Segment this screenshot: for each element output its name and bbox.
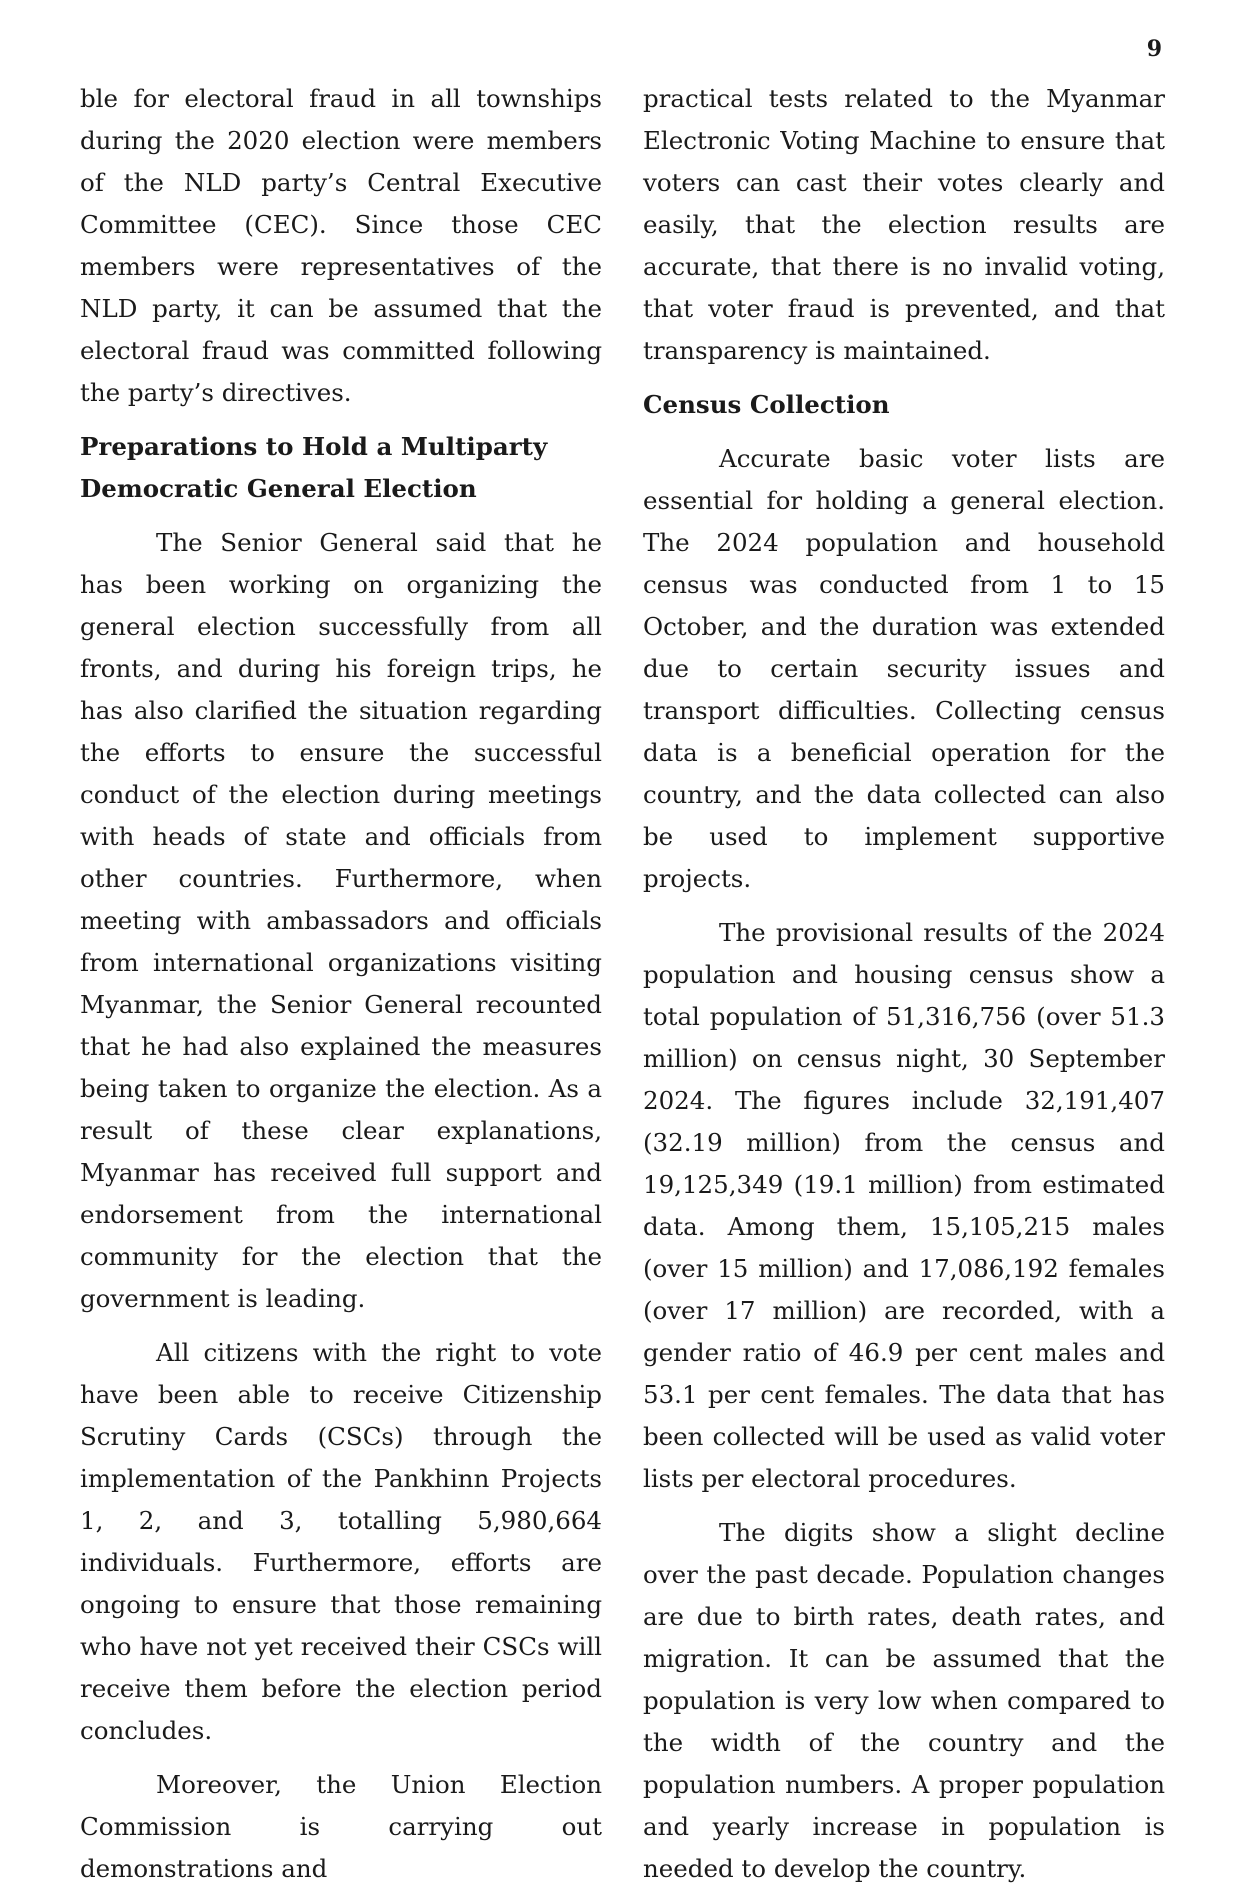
left-column [80, 78, 602, 1902]
page-number: 9 [1146, 36, 1162, 62]
body-paragraph: Moreover, the Union Election Commission is carrying out demonstrations and [80, 1770, 602, 1883]
body-paragraph: All citizens with the right to vote have been able to receive Citizenship Scrutiny Cards (CSCs) through the implementation of the Pankhinn Projects 1, 2, and 3, totalling 5,980,664 individuals. Furthermore, efforts are ongoing to ensure that those remaining who have not yet received their CSCs will receive them before the election period concludes. [80, 1338, 602, 1745]
body-paragraph: Accurate basic voter lists are essential for holding a general election. The 2024 population and household census was conducted from 1 to 15 October, and the duration was extended due to certain security issues and transport difficulties. Collecting census data is a beneficial operation for the country, and the data collected can also be used to implement supportive projects. [643, 444, 1165, 893]
section-heading: Census Collection [643, 390, 890, 419]
right-column [643, 78, 1165, 1902]
section-heading: Preparations to Hold a Multiparty Democratic General Election [80, 432, 548, 503]
body-paragraph: The provisional results of the 2024 population and housing census show a total population of 51,316,756 (over 51.3 million) on census night, 30 September 2024. The figures include 32,191,407 (32.19 million) from the census and 19,125,349 (19.1 million) from estimated data. Among them, 15,105,215 males (over 15 million) and 17,086,192 females (over 17 million) are recorded, with a gender ratio of 46.9 per cent males and 53.1 per cent females. The data that has been collected will be used as valid voter lists per electoral procedures. [643, 918, 1165, 1493]
continued-paragraph: practical tests related to the Myanmar Electronic Voting Machine to ensure that voters can cast their votes clearly and easily, that the election results are accurate, that there is no invalid voting, that voter fraud is prevented, and that transparency is maintained. [643, 84, 1165, 365]
continued-paragraph: ble for electoral fraud in all townships during the 2020 election were members of the NLD party’s Central Executive Committee (CEC). Since those CEC members were representatives of the NLD party, it can be assumed that the electoral fraud was committed following the party’s directives. [80, 84, 602, 407]
body-paragraph: The digits show a slight decline over the past decade. Population changes are due to birth rates, death rates, and migration. It can be assumed that the population is very low when compared to the width of the country and the population numbers. A proper population and yearly increase in population is needed to develop the country. [643, 1518, 1165, 1883]
body-paragraph: The Senior General said that he has been working on organizing the general election successfully from all fronts, and during his foreign trips, he has also clarified the situation regarding the efforts to ensure the successful conduct of the election during meetings with heads of state and officials from other countries. Furthermore, when meeting with ambassadors and officials from international organizations visiting Myanmar, the Senior General recounted that he had also explained the measures being taken to organize the election. As a result of these clear explanations, Myanmar has received full support and endorsement from the international community for the election that the government is leading. [80, 528, 602, 1313]
